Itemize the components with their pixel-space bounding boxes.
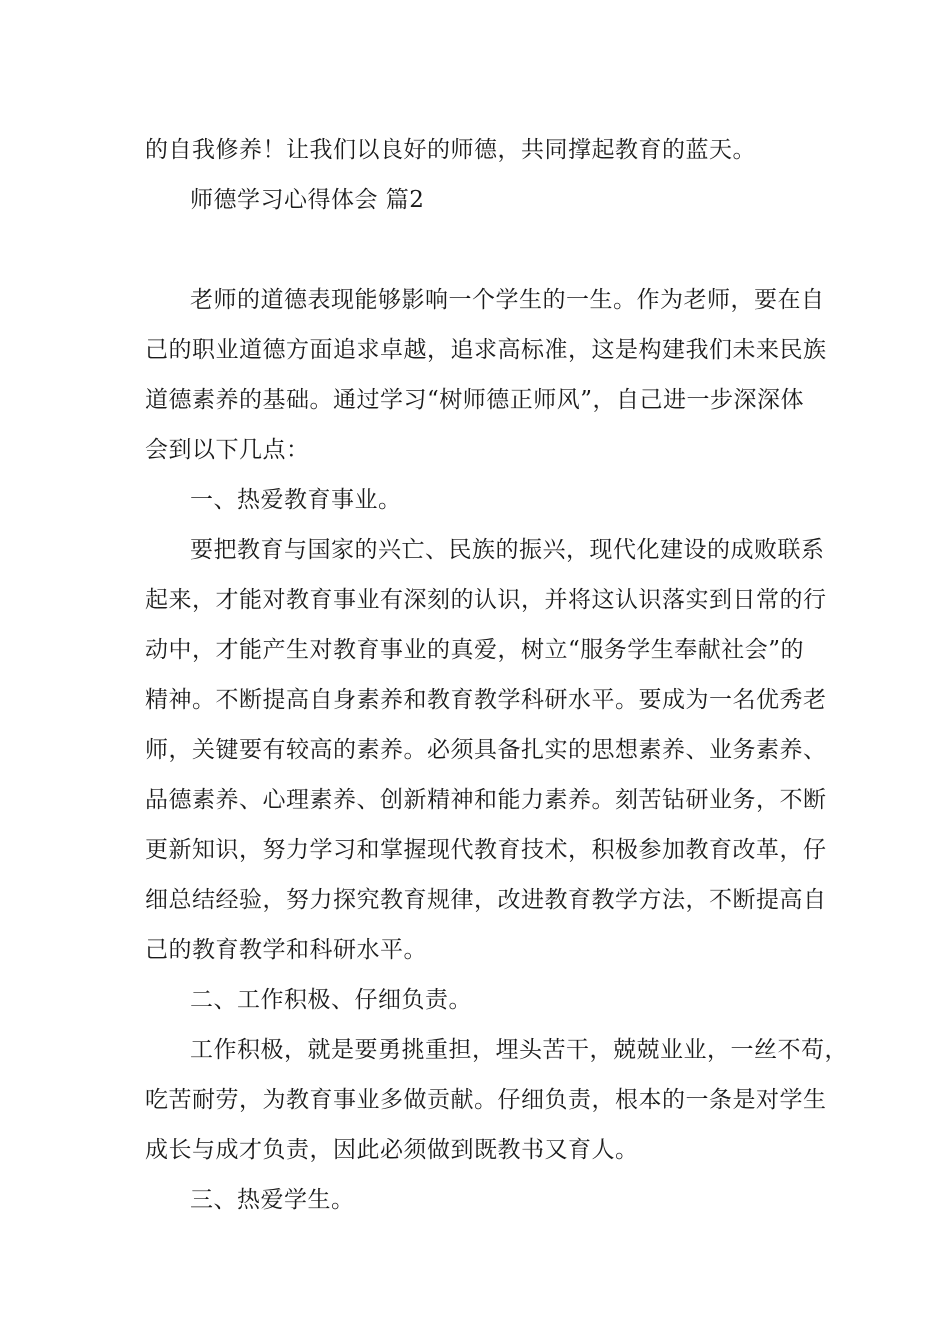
text-line: 己的教育教学和科研水平。 xyxy=(145,937,427,963)
text-line: 吃苦耐劳，为教育事业多做贡献。仔细负责，根本的一条是对学生 xyxy=(145,1087,827,1113)
text-line: 道德素养的基础。通过学习“树师德正师风”，自己进一步深深体 xyxy=(145,387,805,413)
subheading: 一、热爱教育事业。 xyxy=(190,487,402,513)
subheading: 三、热爱学生。 xyxy=(190,1187,355,1213)
text-line: 工作积极，就是要勇挑重担，埋头苦干，兢兢业业，一丝不苟， xyxy=(190,1037,848,1063)
text-line: 老师的道德表现能够影响一个学生的一生。作为老师，要在自 xyxy=(190,287,825,313)
subheading: 二、工作积极、仔细负责。 xyxy=(190,987,472,1013)
text-line: 起来，才能对教育事业有深刻的认识，并将这认识落实到日常的行 xyxy=(145,587,827,613)
text-line: 更新知识，努力学习和掌握现代教育技术，积极参加教育改革，仔 xyxy=(145,837,827,863)
text-line: 品德素养、心理素养、创新精神和能力素养。刻苦钻研业务，不断 xyxy=(145,787,827,813)
text-line: 的自我修养！让我们以良好的师德，共同撑起教育的蓝天。 xyxy=(145,137,756,163)
text-line: 要把教育与国家的兴亡、民族的振兴，现代化建设的成败联系 xyxy=(190,537,825,563)
section-heading: 师德学习心得体会 篇2 xyxy=(190,187,425,213)
text-line: 己的职业道德方面追求卓越，追求高标准，这是构建我们未来民族 xyxy=(145,337,827,363)
text-line: 动中，才能产生对教育事业的真爱，树立“服务学生奉献社会”的 xyxy=(145,637,805,663)
text-line: 细总结经验，努力探究教育规律，改进教育教学方法，不断提高自 xyxy=(145,887,827,913)
text-line: 师，关键要有较高的素养。必须具备扎实的思想素养、业务素养、 xyxy=(145,737,827,763)
text-line: 精神。不断提高自身素养和教育教学科研水平。要成为一名优秀老 xyxy=(145,687,827,713)
text-line: 会到以下几点： xyxy=(145,437,310,463)
text-line: 成长与成才负责，因此必须做到既教书又育人。 xyxy=(145,1137,639,1163)
